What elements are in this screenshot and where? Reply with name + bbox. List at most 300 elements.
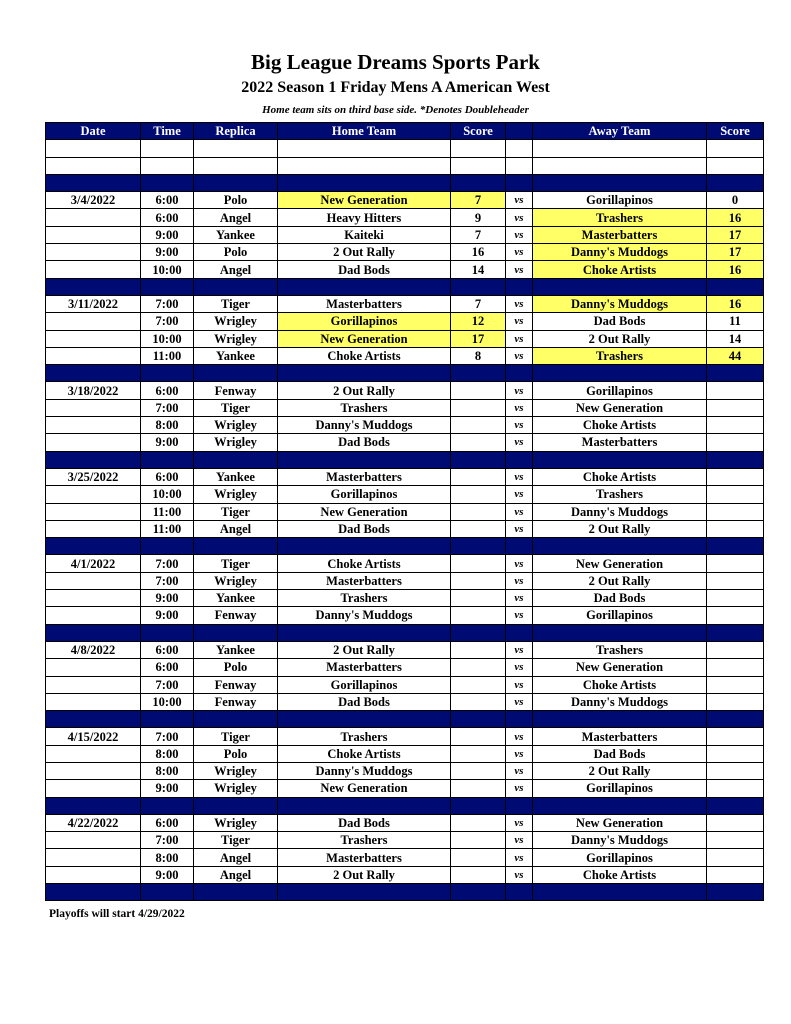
- game-row: [46, 555, 764, 572]
- separator-cell: [46, 174, 141, 191]
- game-time: 7:00: [141, 555, 194, 572]
- home-score: [451, 676, 506, 693]
- separator-cell: [278, 365, 451, 382]
- vs-label: vs: [506, 607, 533, 624]
- home-team: Trashers: [278, 590, 451, 607]
- game-replica: Tiger: [194, 503, 278, 520]
- game-replica: Tiger: [194, 295, 278, 312]
- home-team: Heavy Hitters: [278, 209, 451, 226]
- separator-cell: [194, 365, 278, 382]
- away-score: [707, 520, 764, 537]
- vs-label: vs: [506, 762, 533, 779]
- game-time: 11:00: [141, 347, 194, 364]
- separator-cell: [141, 174, 194, 191]
- away-team: New Generation: [533, 555, 707, 572]
- vs-label: vs: [506, 659, 533, 676]
- home-team: Danny's Muddogs: [278, 607, 451, 624]
- game-date: [46, 209, 141, 226]
- game-time: 11:00: [141, 520, 194, 537]
- separator-cell: [533, 365, 707, 382]
- home-score: [451, 745, 506, 762]
- away-team: Gorillapinos: [533, 382, 707, 399]
- game-row: [46, 762, 764, 779]
- empty-cell: [506, 157, 533, 174]
- game-date: [46, 244, 141, 261]
- separator-cell: [707, 174, 764, 191]
- separator-cell: [278, 174, 451, 191]
- separator-cell: [533, 174, 707, 191]
- away-score: [707, 762, 764, 779]
- away-team: Trashers: [533, 209, 707, 226]
- away-team: Danny's Muddogs: [533, 244, 707, 261]
- game-time: 6:00: [141, 192, 194, 209]
- separator-cell: [278, 797, 451, 814]
- game-date: [46, 866, 141, 883]
- separator-cell: [451, 174, 506, 191]
- game-time: 7:00: [141, 572, 194, 589]
- game-time: 7:00: [141, 399, 194, 416]
- away-score: [707, 780, 764, 797]
- game-replica: Tiger: [194, 399, 278, 416]
- game-date: 4/8/2022: [46, 641, 141, 658]
- separator-cell: [278, 711, 451, 728]
- home-team: Gorillapinos: [278, 486, 451, 503]
- away-team: Dad Bods: [533, 590, 707, 607]
- separator-cell: [506, 797, 533, 814]
- home-score: [451, 503, 506, 520]
- away-team: Choke Artists: [533, 676, 707, 693]
- game-row: [46, 382, 764, 399]
- game-time: 11:00: [141, 503, 194, 520]
- vs-label: vs: [506, 849, 533, 866]
- game-row: [46, 192, 764, 209]
- game-time: 7:00: [141, 676, 194, 693]
- vs-label: vs: [506, 486, 533, 503]
- vs-label: vs: [506, 780, 533, 797]
- home-team: Dad Bods: [278, 814, 451, 831]
- week-separator-row: [46, 174, 764, 191]
- away-team: Danny's Muddogs: [533, 503, 707, 520]
- separator-cell: [707, 884, 764, 901]
- separator-cell: [707, 538, 764, 555]
- away-score: 11: [707, 313, 764, 330]
- home-team: Dad Bods: [278, 261, 451, 278]
- game-row: [46, 520, 764, 537]
- week-separator-row: [46, 797, 764, 814]
- separator-cell: [194, 451, 278, 468]
- game-time: 9:00: [141, 866, 194, 883]
- away-score: 44: [707, 347, 764, 364]
- game-date: [46, 590, 141, 607]
- game-row: [46, 313, 764, 330]
- blank-row: [46, 157, 764, 174]
- playoffs-note: Playoffs will start 4/29/2022: [49, 908, 185, 920]
- game-row: [46, 676, 764, 693]
- separator-cell: [141, 278, 194, 295]
- game-replica: Yankee: [194, 347, 278, 364]
- away-team: Choke Artists: [533, 417, 707, 434]
- separator-cell: [451, 365, 506, 382]
- separator-cell: [533, 278, 707, 295]
- game-replica: Angel: [194, 849, 278, 866]
- separator-cell: [278, 884, 451, 901]
- away-score: [707, 590, 764, 607]
- separator-cell: [46, 797, 141, 814]
- vs-label: vs: [506, 209, 533, 226]
- game-replica: Wrigley: [194, 434, 278, 451]
- vs-label: vs: [506, 676, 533, 693]
- game-row: [46, 693, 764, 710]
- away-team: Gorillapinos: [533, 192, 707, 209]
- game-time: 9:00: [141, 607, 194, 624]
- separator-cell: [451, 797, 506, 814]
- game-date: [46, 313, 141, 330]
- game-replica: Polo: [194, 659, 278, 676]
- separator-cell: [194, 884, 278, 901]
- vs-label: vs: [506, 330, 533, 347]
- game-row: [46, 244, 764, 261]
- game-row: [46, 261, 764, 278]
- away-score: [707, 676, 764, 693]
- game-row: [46, 728, 764, 745]
- game-row: [46, 417, 764, 434]
- game-row: [46, 209, 764, 226]
- game-replica: Fenway: [194, 676, 278, 693]
- away-team: Masterbatters: [533, 728, 707, 745]
- page-subtitle: 2022 Season 1 Friday Mens A American West: [241, 79, 550, 96]
- game-row: [46, 866, 764, 883]
- game-date: [46, 399, 141, 416]
- home-team: New Generation: [278, 330, 451, 347]
- separator-cell: [278, 451, 451, 468]
- game-time: 10:00: [141, 330, 194, 347]
- vs-label: vs: [506, 434, 533, 451]
- game-time: 6:00: [141, 641, 194, 658]
- game-time: 6:00: [141, 814, 194, 831]
- home-team: New Generation: [278, 192, 451, 209]
- away-team: 2 Out Rally: [533, 572, 707, 589]
- separator-cell: [46, 711, 141, 728]
- game-replica: Wrigley: [194, 486, 278, 503]
- away-score: [707, 659, 764, 676]
- game-replica: Polo: [194, 745, 278, 762]
- game-time: 9:00: [141, 780, 194, 797]
- separator-cell: [533, 624, 707, 641]
- away-team: 2 Out Rally: [533, 762, 707, 779]
- separator-cell: [278, 538, 451, 555]
- home-score: 14: [451, 261, 506, 278]
- separator-cell: [707, 365, 764, 382]
- separator-cell: [46, 624, 141, 641]
- vs-label: vs: [506, 468, 533, 485]
- home-score: [451, 486, 506, 503]
- game-replica: Angel: [194, 209, 278, 226]
- away-team: New Generation: [533, 399, 707, 416]
- away-team: Trashers: [533, 347, 707, 364]
- game-time: 8:00: [141, 762, 194, 779]
- game-time: 6:00: [141, 468, 194, 485]
- game-row: [46, 745, 764, 762]
- home-score: 12: [451, 313, 506, 330]
- game-time: 7:00: [141, 313, 194, 330]
- game-replica: Wrigley: [194, 417, 278, 434]
- home-score: [451, 641, 506, 658]
- away-team: Danny's Muddogs: [533, 693, 707, 710]
- separator-cell: [451, 884, 506, 901]
- game-date: [46, 676, 141, 693]
- away-team: Danny's Muddogs: [533, 832, 707, 849]
- table-header-row: [46, 123, 764, 140]
- schedule-body: [46, 140, 764, 901]
- game-replica: Polo: [194, 192, 278, 209]
- week-separator-row: [46, 365, 764, 382]
- vs-label: vs: [506, 520, 533, 537]
- home-team: 2 Out Rally: [278, 382, 451, 399]
- game-replica: Polo: [194, 244, 278, 261]
- away-score: [707, 468, 764, 485]
- home-score: [451, 382, 506, 399]
- empty-cell: [46, 157, 141, 174]
- game-date: 4/15/2022: [46, 728, 141, 745]
- empty-cell: [278, 157, 451, 174]
- separator-cell: [141, 451, 194, 468]
- vs-label: vs: [506, 417, 533, 434]
- home-team: Masterbatters: [278, 849, 451, 866]
- game-replica: Yankee: [194, 641, 278, 658]
- home-team: 2 Out Rally: [278, 866, 451, 883]
- home-team: 2 Out Rally: [278, 244, 451, 261]
- game-replica: Wrigley: [194, 330, 278, 347]
- vs-label: vs: [506, 399, 533, 416]
- separator-cell: [533, 884, 707, 901]
- separator-cell: [506, 884, 533, 901]
- empty-cell: [707, 157, 764, 174]
- game-replica: Tiger: [194, 832, 278, 849]
- game-time: 7:00: [141, 832, 194, 849]
- week-separator-row: [46, 538, 764, 555]
- home-score: [451, 728, 506, 745]
- game-row: [46, 468, 764, 485]
- game-date: [46, 330, 141, 347]
- separator-cell: [194, 538, 278, 555]
- game-replica: Yankee: [194, 590, 278, 607]
- game-time: 6:00: [141, 659, 194, 676]
- col-header-vs: [506, 123, 533, 140]
- home-team: Masterbatters: [278, 468, 451, 485]
- game-row: [46, 330, 764, 347]
- game-date: [46, 762, 141, 779]
- away-team: New Generation: [533, 659, 707, 676]
- game-row: [46, 607, 764, 624]
- separator-cell: [194, 174, 278, 191]
- game-row: [46, 486, 764, 503]
- home-score: 7: [451, 192, 506, 209]
- away-score: [707, 399, 764, 416]
- blank-row: [46, 140, 764, 157]
- separator-cell: [46, 278, 141, 295]
- col-header-home-score: Score: [451, 123, 506, 140]
- vs-label: vs: [506, 226, 533, 243]
- vs-label: vs: [506, 866, 533, 883]
- away-team: New Generation: [533, 814, 707, 831]
- away-team: Masterbatters: [533, 226, 707, 243]
- game-row: [46, 347, 764, 364]
- game-replica: Angel: [194, 866, 278, 883]
- col-header-away-team: Away Team: [533, 123, 707, 140]
- home-score: 7: [451, 295, 506, 312]
- empty-cell: [141, 140, 194, 157]
- game-replica: Wrigley: [194, 814, 278, 831]
- week-separator-row: [46, 711, 764, 728]
- game-date: 3/11/2022: [46, 295, 141, 312]
- home-score: [451, 572, 506, 589]
- separator-cell: [194, 711, 278, 728]
- away-score: [707, 693, 764, 710]
- separator-cell: [533, 797, 707, 814]
- separator-cell: [506, 624, 533, 641]
- away-score: 16: [707, 295, 764, 312]
- home-score: [451, 555, 506, 572]
- away-team: Trashers: [533, 486, 707, 503]
- away-score: 14: [707, 330, 764, 347]
- separator-cell: [46, 451, 141, 468]
- vs-label: vs: [506, 641, 533, 658]
- game-row: [46, 849, 764, 866]
- col-header-away-score: Score: [707, 123, 764, 140]
- away-score: [707, 417, 764, 434]
- game-date: [46, 832, 141, 849]
- vs-label: vs: [506, 572, 533, 589]
- home-score: [451, 607, 506, 624]
- separator-cell: [278, 278, 451, 295]
- game-time: 9:00: [141, 226, 194, 243]
- separator-cell: [533, 711, 707, 728]
- home-score: [451, 468, 506, 485]
- game-row: [46, 641, 764, 658]
- col-header-time: Time: [141, 123, 194, 140]
- game-date: [46, 503, 141, 520]
- game-replica: Fenway: [194, 607, 278, 624]
- empty-cell: [194, 157, 278, 174]
- game-time: 9:00: [141, 244, 194, 261]
- separator-cell: [194, 797, 278, 814]
- vs-label: vs: [506, 382, 533, 399]
- game-date: [46, 607, 141, 624]
- separator-cell: [141, 365, 194, 382]
- home-team: Choke Artists: [278, 555, 451, 572]
- separator-cell: [46, 365, 141, 382]
- away-score: [707, 434, 764, 451]
- game-row: [46, 590, 764, 607]
- game-replica: Wrigley: [194, 780, 278, 797]
- vs-label: vs: [506, 728, 533, 745]
- home-score: [451, 780, 506, 797]
- away-score: [707, 572, 764, 589]
- away-team: 2 Out Rally: [533, 330, 707, 347]
- separator-cell: [506, 365, 533, 382]
- page-title: Big League Dreams Sports Park: [251, 50, 540, 74]
- away-team: Choke Artists: [533, 468, 707, 485]
- game-time: 7:00: [141, 728, 194, 745]
- empty-cell: [451, 157, 506, 174]
- game-date: 4/22/2022: [46, 814, 141, 831]
- game-date: 3/4/2022: [46, 192, 141, 209]
- away-score: 17: [707, 244, 764, 261]
- separator-cell: [141, 624, 194, 641]
- game-date: [46, 434, 141, 451]
- game-date: 3/18/2022: [46, 382, 141, 399]
- home-team: Dad Bods: [278, 434, 451, 451]
- away-team: Gorillapinos: [533, 849, 707, 866]
- separator-cell: [46, 884, 141, 901]
- away-team: Choke Artists: [533, 866, 707, 883]
- home-score: [451, 659, 506, 676]
- home-score: [451, 849, 506, 866]
- game-date: [46, 261, 141, 278]
- empty-cell: [194, 140, 278, 157]
- separator-cell: [451, 624, 506, 641]
- empty-cell: [533, 140, 707, 157]
- home-team: Trashers: [278, 399, 451, 416]
- away-score: [707, 866, 764, 883]
- game-replica: Wrigley: [194, 762, 278, 779]
- away-score: [707, 503, 764, 520]
- separator-cell: [707, 278, 764, 295]
- week-separator-row: [46, 278, 764, 295]
- empty-cell: [451, 140, 506, 157]
- game-row: [46, 572, 764, 589]
- away-team: Dad Bods: [533, 745, 707, 762]
- schedule-note: Home team sits on third base side. *Denotes Doubleheader: [262, 104, 529, 116]
- game-date: 4/1/2022: [46, 555, 141, 572]
- away-team: 2 Out Rally: [533, 520, 707, 537]
- away-score: 0: [707, 192, 764, 209]
- game-time: 9:00: [141, 434, 194, 451]
- home-team: Danny's Muddogs: [278, 762, 451, 779]
- home-score: [451, 832, 506, 849]
- away-score: [707, 728, 764, 745]
- vs-label: vs: [506, 261, 533, 278]
- home-team: New Generation: [278, 780, 451, 797]
- away-score: 17: [707, 226, 764, 243]
- away-score: 16: [707, 209, 764, 226]
- separator-cell: [506, 538, 533, 555]
- game-row: [46, 814, 764, 831]
- game-time: 9:00: [141, 590, 194, 607]
- col-header-replica: Replica: [194, 123, 278, 140]
- separator-cell: [707, 797, 764, 814]
- away-team: Dad Bods: [533, 313, 707, 330]
- game-row: [46, 659, 764, 676]
- home-score: 8: [451, 347, 506, 364]
- home-team: Masterbatters: [278, 572, 451, 589]
- game-replica: Fenway: [194, 693, 278, 710]
- home-team: Dad Bods: [278, 693, 451, 710]
- separator-cell: [141, 884, 194, 901]
- game-time: 10:00: [141, 261, 194, 278]
- home-team: 2 Out Rally: [278, 641, 451, 658]
- game-time: 7:00: [141, 295, 194, 312]
- home-team: Trashers: [278, 832, 451, 849]
- game-time: 8:00: [141, 417, 194, 434]
- home-team: Gorillapinos: [278, 676, 451, 693]
- separator-cell: [506, 711, 533, 728]
- week-separator-row: [46, 451, 764, 468]
- home-team: Masterbatters: [278, 659, 451, 676]
- separator-cell: [506, 451, 533, 468]
- home-score: 17: [451, 330, 506, 347]
- game-date: [46, 417, 141, 434]
